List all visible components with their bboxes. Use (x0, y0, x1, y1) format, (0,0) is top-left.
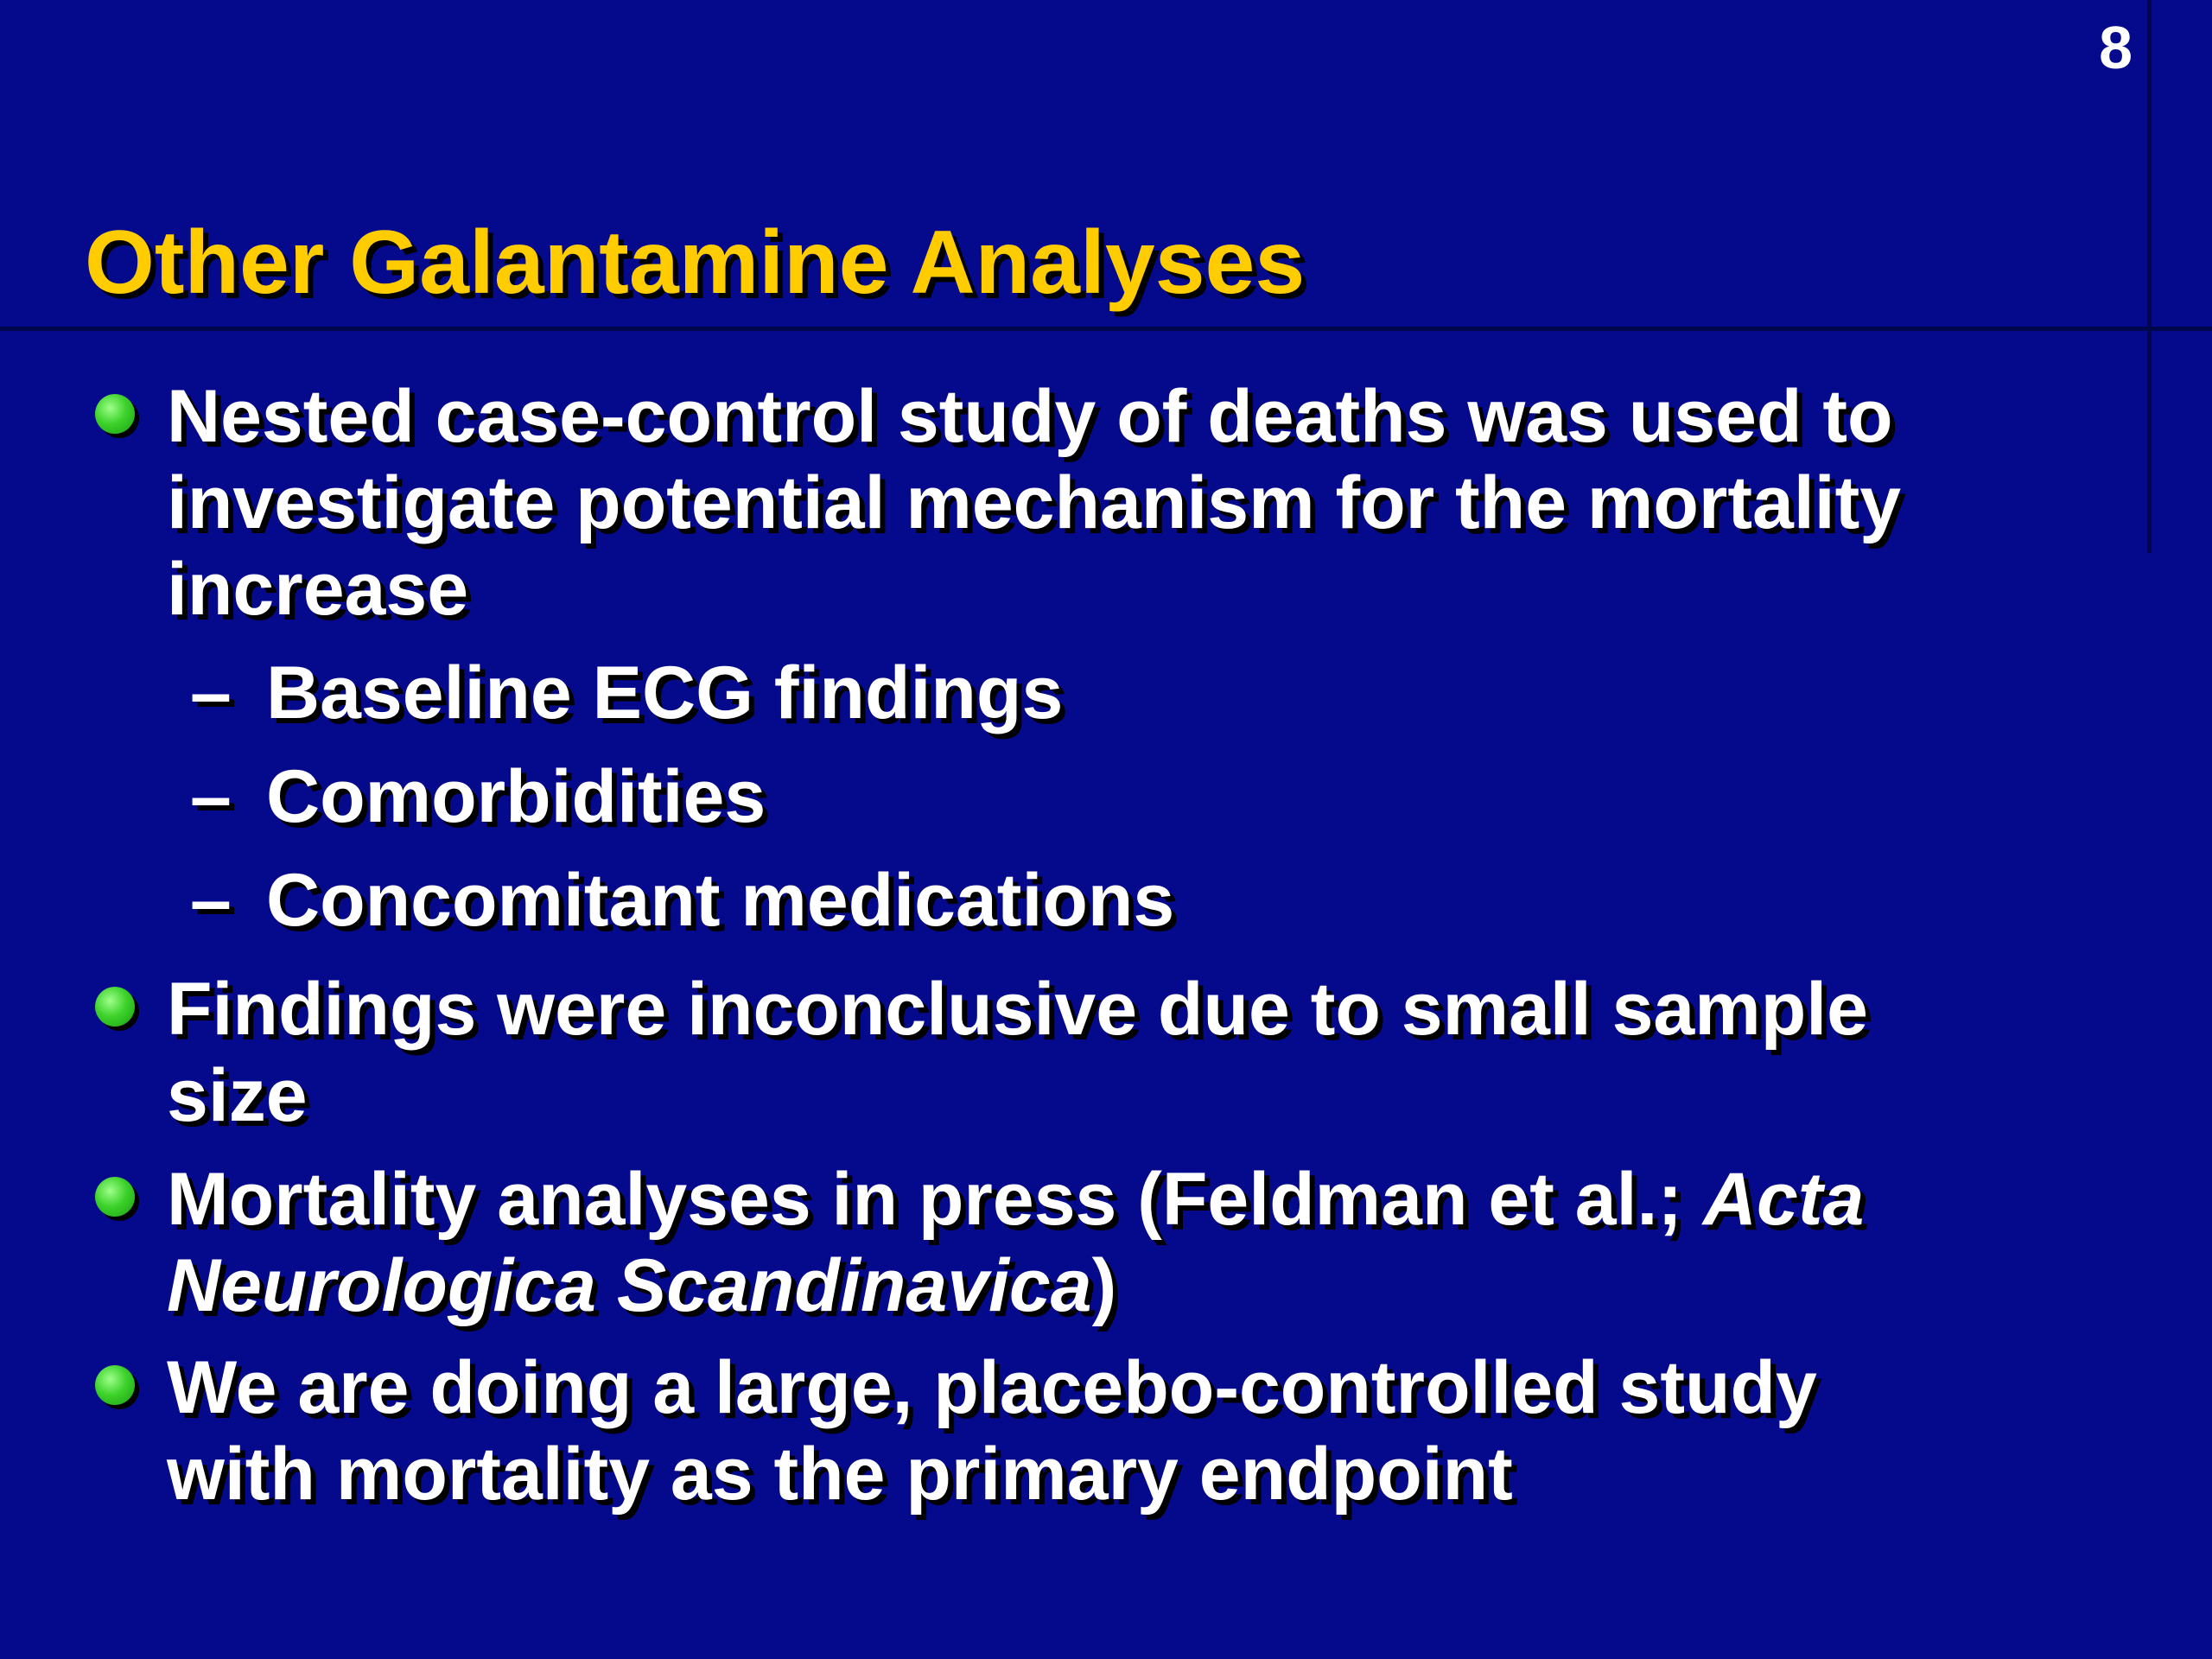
bullet-3-line-2 (167, 1243, 1116, 1329)
dash-marker: – (190, 755, 232, 838)
sub-item (190, 650, 1063, 736)
sub-item (190, 753, 766, 840)
bullet-1-line-3: increase (167, 548, 469, 631)
bullet-4-line-2: with mortality as the primary endpoint (167, 1433, 1513, 1516)
green-bullet-icon (95, 1365, 135, 1405)
bullet-4-line-1: We are doing a large, placebo-controlled study (167, 1346, 1817, 1429)
bullet-2-line-1: Findings were inconclusive due to small sample (167, 968, 1868, 1051)
sub-item-text: Concomitant medications (266, 859, 1175, 942)
journal-name-part-1: Acta (1702, 1158, 1865, 1241)
bullet-1-line-1: Nested case-control study of deaths was used to (167, 375, 1893, 458)
sub-item-text: Baseline ECG findings (266, 652, 1064, 734)
sub-item-text: Comorbidities (266, 755, 766, 838)
page-number: 8 (2099, 14, 2133, 81)
citation-text: Mortality analyses in press (Feldman et al.; (167, 1158, 1703, 1241)
journal-name-part-2: Neurologica Scandinavica (167, 1244, 1092, 1327)
bullet-1-line-2: investigate potential mechanism for the mortality (167, 461, 1902, 544)
green-bullet-icon (95, 987, 135, 1027)
dash-marker: – (190, 652, 232, 734)
dash-marker: – (190, 859, 232, 942)
green-bullet-icon (95, 1177, 135, 1217)
bullet-3-line-1 (167, 1156, 1864, 1243)
slide-title: Other Galantamine Analyses (85, 213, 1306, 313)
green-bullet-icon (95, 394, 135, 434)
sub-item (190, 857, 1174, 944)
closing-paren: ) (1091, 1244, 1117, 1327)
bullet-2-line-2: size (167, 1054, 308, 1137)
